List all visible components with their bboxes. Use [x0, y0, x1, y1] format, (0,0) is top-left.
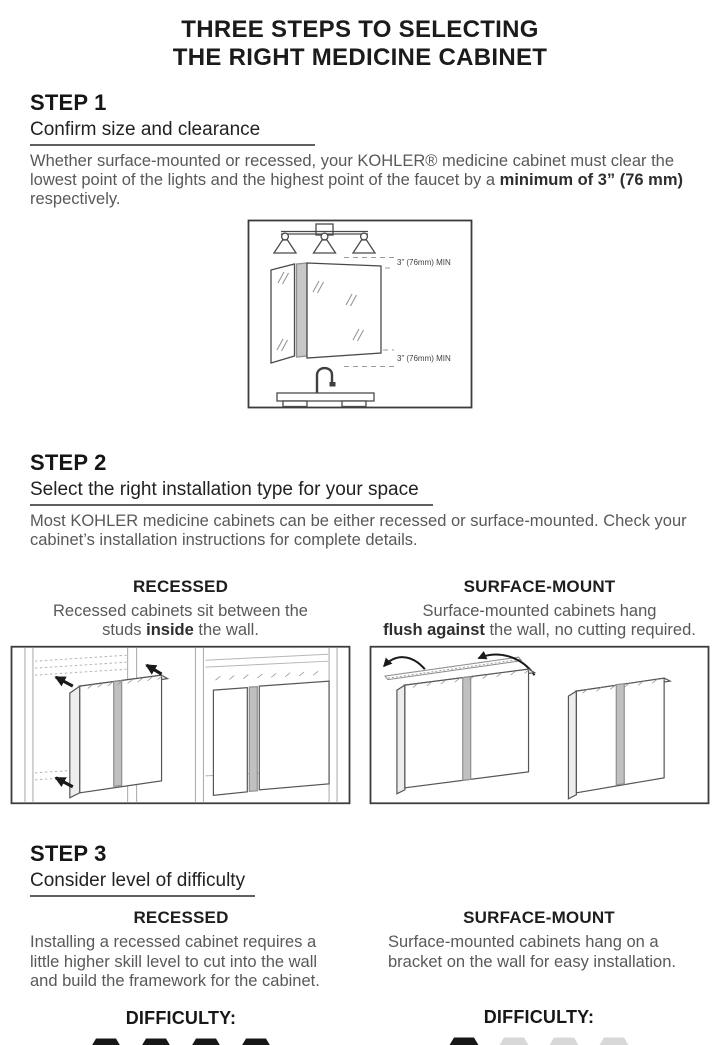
- step2-body: Most KOHLER medicine cabinets can be either recessed or surface-mounted. Check your cabinet’s installation instructions for complete details.: [30, 512, 687, 549]
- clearance-label-top: 3” (76mm) MIN: [397, 258, 451, 267]
- step3-heading: STEP 3: [30, 841, 107, 866]
- difficulty-hex-icon: [185, 1037, 227, 1045]
- surface-title: SURFACE-MOUNT: [463, 577, 616, 596]
- step3-surface-column: [388, 909, 690, 1045]
- surface-diagram-box: [369, 645, 710, 805]
- difficulty-hex-icon: [135, 1037, 177, 1045]
- clearance-label-bottom: 3” (76mm) MIN: [397, 354, 451, 363]
- difficulty-hex-icon: [235, 1037, 277, 1045]
- surface-mount-install-diagram: [369, 645, 710, 805]
- surface-desc-post: the wall, no cutting required.: [484, 621, 696, 639]
- step2-section: [0, 450, 720, 805]
- step2-heading: STEP 2: [30, 450, 107, 475]
- step1-body-pre: Whether surface-mounted or recessed, your KOHLER® medicine cabinet must clear the lowest point of the lights and the highest point of the faucet by a: [30, 152, 675, 189]
- difficulty-hex-icon: [543, 1036, 585, 1045]
- step3-recessed-column: [30, 909, 332, 1045]
- surface-difficulty-description: Surface-mounted cabinets hang on a bracket on the wall for easy installation.: [388, 933, 676, 971]
- surface-description: [369, 602, 710, 640]
- step3-subheading: Consider level of difficulty: [30, 869, 255, 897]
- recessed-desc-bold: inside: [146, 621, 194, 639]
- surface-difficulty-rating: [388, 1036, 690, 1045]
- step3-columns: [30, 909, 690, 1045]
- step2-columns: [10, 578, 710, 805]
- recessed-description: [10, 602, 351, 640]
- step1-body-bold: minimum of 3” (76 mm): [499, 171, 684, 189]
- surface-desc-bold: flush against: [383, 621, 485, 639]
- recessed-desc-pre: Recessed cabinets sit between the studs: [53, 602, 308, 639]
- difficulty-hex-icon: [443, 1036, 485, 1045]
- cabinet-being-inserted: [70, 675, 168, 798]
- recessed-difficulty-title: RECESSED: [133, 908, 229, 927]
- recessed-difficulty: [30, 1008, 332, 1045]
- step1-section: [0, 90, 720, 414]
- recessed-desc-post: the wall.: [193, 621, 259, 639]
- recessed-title: RECESSED: [132, 577, 229, 596]
- surface-difficulty-title: SURFACE-MOUNT: [463, 908, 615, 927]
- step1-subheading: Confirm size and clearance: [30, 118, 315, 146]
- difficulty-hex-icon: [593, 1036, 635, 1045]
- medicine-cabinet-drawing: [271, 263, 381, 363]
- difficulty-hex-icon: [493, 1036, 535, 1045]
- page-title-line1: THREE STEPS TO SELECTING: [181, 16, 539, 43]
- step2-surface-column: [369, 578, 710, 805]
- surface-difficulty: [388, 1007, 690, 1045]
- step3-section: [0, 841, 720, 1045]
- page-title: [0, 16, 720, 72]
- step2-subheading: Select the right installation type for your space: [30, 478, 433, 506]
- recessed-diagram-box: [10, 645, 351, 805]
- recessed-install-diagram: [10, 645, 351, 805]
- step2-recessed-column: [10, 578, 351, 805]
- step1-body-post: respectively.: [30, 190, 121, 208]
- cabinet-installed-recessed: [213, 681, 329, 795]
- step1-body: [30, 152, 690, 209]
- difficulty-hex-icon: [85, 1037, 127, 1045]
- clearance-diagram: [247, 219, 473, 409]
- step1-heading: STEP 1: [30, 90, 107, 115]
- surface-desc-pre: Surface-mounted cabinets hang: [422, 602, 657, 620]
- recessed-difficulty-description: Installing a recessed cabinet requires a little higher skill level to cut into the wall and build the framework for the cabinet.: [30, 933, 320, 990]
- surface-difficulty-label: DIFFICULTY:: [483, 1007, 595, 1027]
- page-title-line2: THE RIGHT MEDICINE CABINET: [172, 44, 548, 71]
- clearance-diagram-wrap: [30, 219, 690, 414]
- recessed-difficulty-rating: [30, 1037, 332, 1045]
- recessed-difficulty-label: DIFFICULTY:: [125, 1007, 237, 1028]
